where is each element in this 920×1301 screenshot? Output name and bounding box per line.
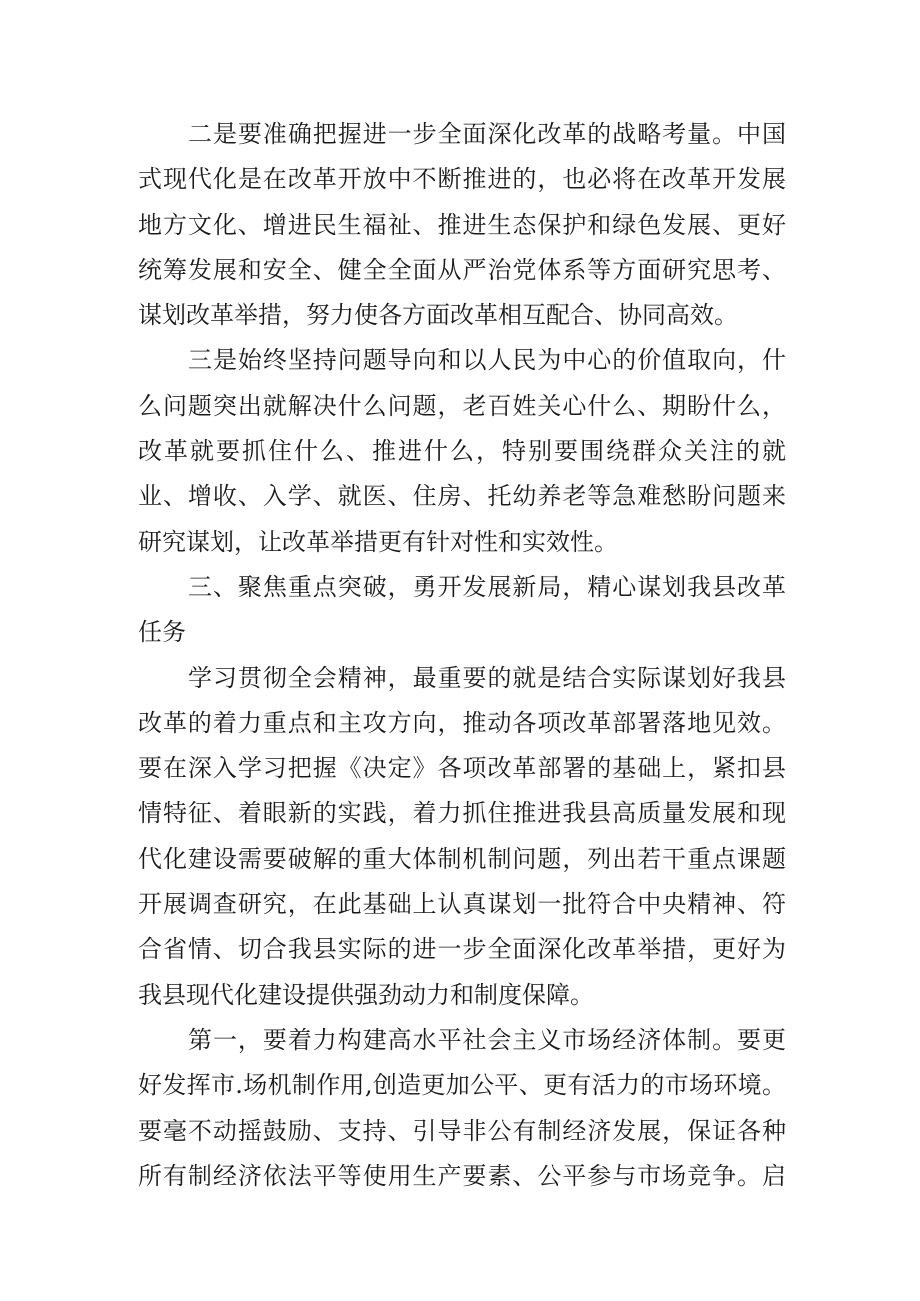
paragraph-line: 好发挥市.场机制作用,创造更加公平、更有活力的市场环境。 bbox=[138, 1071, 786, 1100]
paragraph-line: 学习贯彻全会精神，最重要的就是结合实际谋划好我县 bbox=[188, 663, 786, 692]
paragraph-line: 第一，要着力构建高水平社会主义市场经济体制。要更 bbox=[188, 1025, 786, 1054]
paragraph-line: 统筹发展和安全、健全全面从严治党体系等方面研究思考、 bbox=[138, 255, 786, 284]
paragraph-line: 地方文化、增进民生福祉、推进生态保护和绿色发展、更好 bbox=[138, 210, 786, 239]
document-body bbox=[138, 112, 786, 1199]
paragraph-line: 二是要准确把握进一步全面深化改革的战略考量。中国 bbox=[188, 120, 786, 148]
paragraph-line: 三是始终坚持问题导向和以人民为中心的价值取向，什 bbox=[188, 346, 786, 375]
paragraph-line: 开展调查研究，在此基础上认真谋划一批符合中央精神、符 bbox=[138, 890, 786, 919]
paragraph-line: 合省情、切合我县实际的进一步全面深化改革举措，更好为 bbox=[138, 935, 786, 964]
paragraph-line: 业、增收、入学、就医、住房、托幼养老等急难愁盼问题来 bbox=[138, 482, 786, 511]
paragraph-line: 情特征、着眼新的实践，着力抓住推进我县高质量发展和现 bbox=[138, 799, 786, 828]
paragraph-line: 么问题突出就解决什么问题，老百姓关心什么、期盼什么， bbox=[138, 391, 786, 420]
paragraph-line: 谋划改革举措，努力使各方面改革相互配合、协同高效。 bbox=[138, 301, 738, 330]
paragraph-line: 代化建设需要破解的重大体制机制问题，列出若干重点课题 bbox=[138, 844, 786, 873]
paragraph-line: 所有制经济依法平等使用生产要素、公平参与市场竞争。启 bbox=[138, 1161, 786, 1190]
paragraph-line: 改革就要抓住什么、推进什么，特别要围绕群众关注的就 bbox=[138, 437, 786, 466]
section-heading-line: 三、聚焦重点突破，勇开发展新局，精心谋划我县改革 bbox=[188, 572, 786, 601]
paragraph-line: 式现代化是在改革开放中不断推进的，也必将在改革开发展 bbox=[138, 165, 786, 194]
paragraph-line: 改革的着力重点和主攻方向，推动各项改革部署落地见效。 bbox=[138, 708, 786, 737]
paragraph-line: 要毫不动摇鼓励、支持、引导非公有制经济发展，保证各种 bbox=[138, 1116, 786, 1145]
paragraph-line: 要在深入学习把握《决定》各项改革部署的基础上，紧扣县 bbox=[138, 754, 786, 783]
section-heading-line: 任务 bbox=[138, 618, 186, 647]
paragraph-line: 我县现代化建设提供强劲动力和制度保障。 bbox=[138, 980, 594, 1009]
paragraph-line: 研究谋划，让改革举措更有针对性和实效性。 bbox=[138, 527, 618, 556]
